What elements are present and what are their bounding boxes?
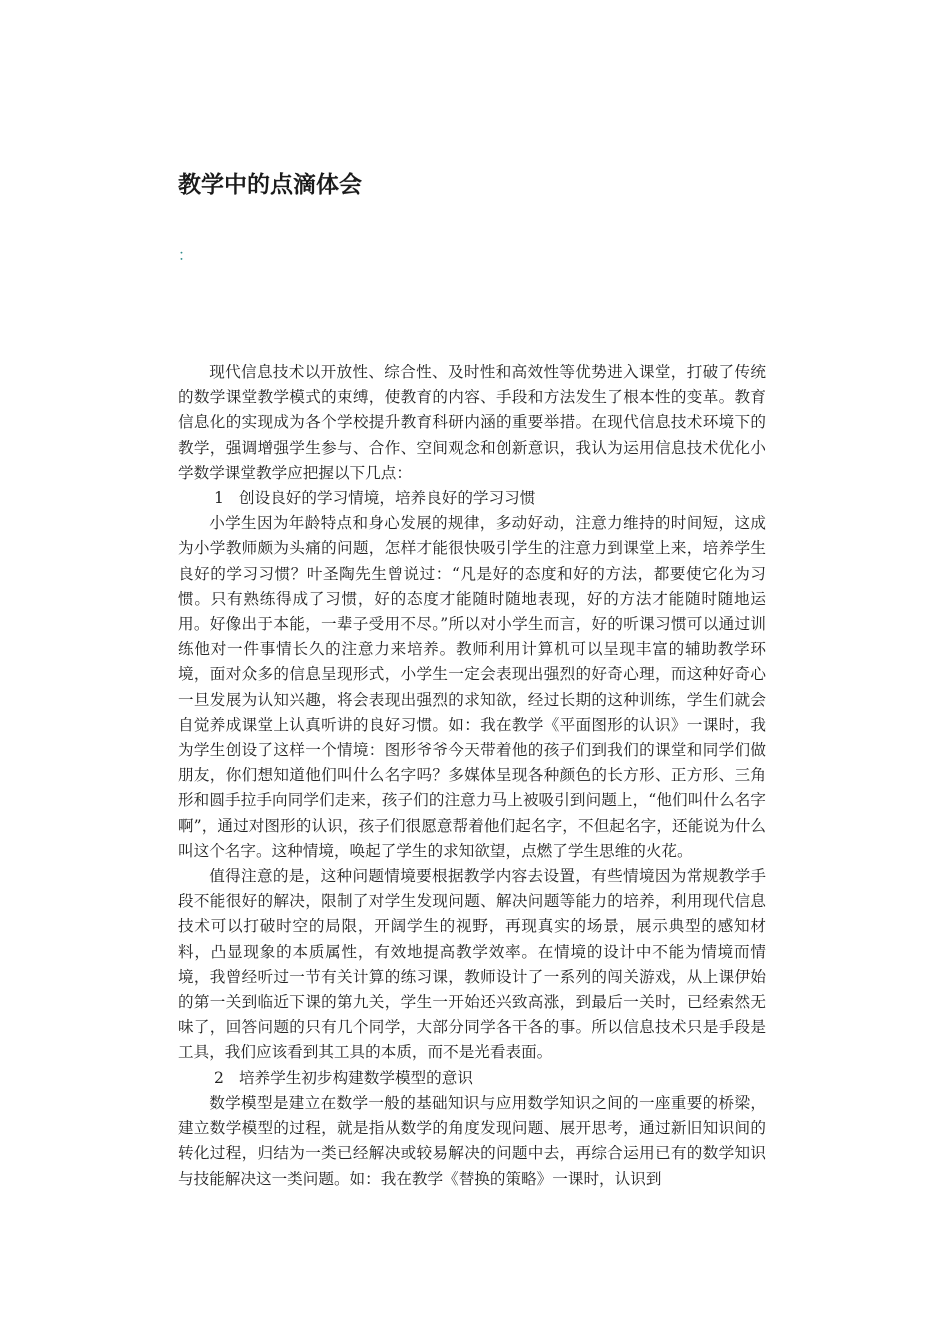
section-heading-text: 创设良好的学习情境，培养良好的学习习惯 xyxy=(239,489,536,508)
intro-paragraph: 现代信息技术以开放性、综合性、及时性和高效性等优势进入课堂，打破了传统的数学课堂教学模式的束缚，使教育的内容、手段和方法发生了根本性的变革。教育信息化的实现成为各个学校提升教育科研内涵的重要举措。在现代信息技术环境下的教学，强调增强学生参与、合作、空间观念和创新意识，我认为运用信息技术优化小学数学课堂教学应把握以下几点： xyxy=(178,363,766,482)
section-heading-2 xyxy=(178,1066,766,1091)
body-paragraph: 值得注意的是，这种问题情境要根据教学内容去设置，有些情境因为常规教学手段不能很好的解决，限制了对学生发现问题、解决问题等能力的培养，利用现代信息技术可以打破时空的局限，开阔学生的视野，再现真实的场景，展示典型的感知材料，凸显现象的本质属性，有效地提高教学效率。在情境的设计中不能为情境而情境，我曾经听过一节有关计算的练习课，教师设计了一系列的闯关游戏，从上课伊始的第一关到临近下课的第九关，学生一开始还兴致高涨，到最后一关时，已经索然无味了，回答问题的只有几个同学，大部分同学各干各的事。所以信息技术只是手段是工具，我们应该看到其工具的本质，而不是光看表面。 xyxy=(178,867,766,1062)
section-number: 1 xyxy=(214,489,224,508)
section-heading-text: 培养学生初步构建数学模型的意识 xyxy=(239,1068,473,1087)
section-heading-1 xyxy=(178,486,766,511)
body-paragraph: 数学模型是建立在数学一般的基础知识与应用数学知识之间的一座重要的桥梁，建立数学模型的过程，就是指从数学的角度发现问题、展开思考，通过新旧知识间的转化过程，归结为一类已经解决或较易解决的问题中去，再综合运用已有的数学知识与技能解决这一类问题。如：我在教学《替换的策略》一课时，认识到 xyxy=(178,1093,766,1188)
section-number: 2 xyxy=(214,1068,224,1087)
body-paragraph: 小学生因为年龄特点和身心发展的规律，多动好动，注意力维持的时间短，这成为小学教师颇为头痛的问题，怎样才能很快吸引学生的注意力到课堂上来，培养学生良好的学习习惯？叶圣陶先生曾说过：“凡是好的态度和好的方法，都要使它化为习惯。只有熟练得成了习惯，好的态度才能随时随地表现，好的方法才能随时随地运用。好像出于本能，一辈子受用不尽。”所以对小学生而言，好的听课习惯可以通过训练他对一件事情长久的注意力来培养。教师利用计算机可以呈现丰富的辅助教学环境，面对众多的信息呈现形式，小学生一定会表现出强烈的好奇心理，而这种好奇心一旦发展为认知兴趣，将会表现出强烈的求知欲，经过长期的这种训练，学生们就会自觉养成课堂上认真听讲的良好习惯。如：我在教学《平面图形的认识》一课时，我为学生创设了这样一个情境：图形爷爷今天带着他的孩子们到我们的课堂和同学们做朋友，你们想知道他们叫什么名字吗？多媒体呈现各种颜色的长方形、正方形、三角形和圆手拉手向同学们走来，孩子们的注意力马上被吸引到问题上，“他们叫什么名字啊”，通过对图形的认识，孩子们很愿意帮着他们起名字，不但起名字，还能说为什么叫这个名字。这种情境，唤起了学生的求知欲望，点燃了学生思维的火花。 xyxy=(178,514,766,860)
author-marker: ： xyxy=(178,246,194,264)
document-body xyxy=(178,360,766,1192)
document-title: 教学中的点滴体会 xyxy=(178,172,362,198)
